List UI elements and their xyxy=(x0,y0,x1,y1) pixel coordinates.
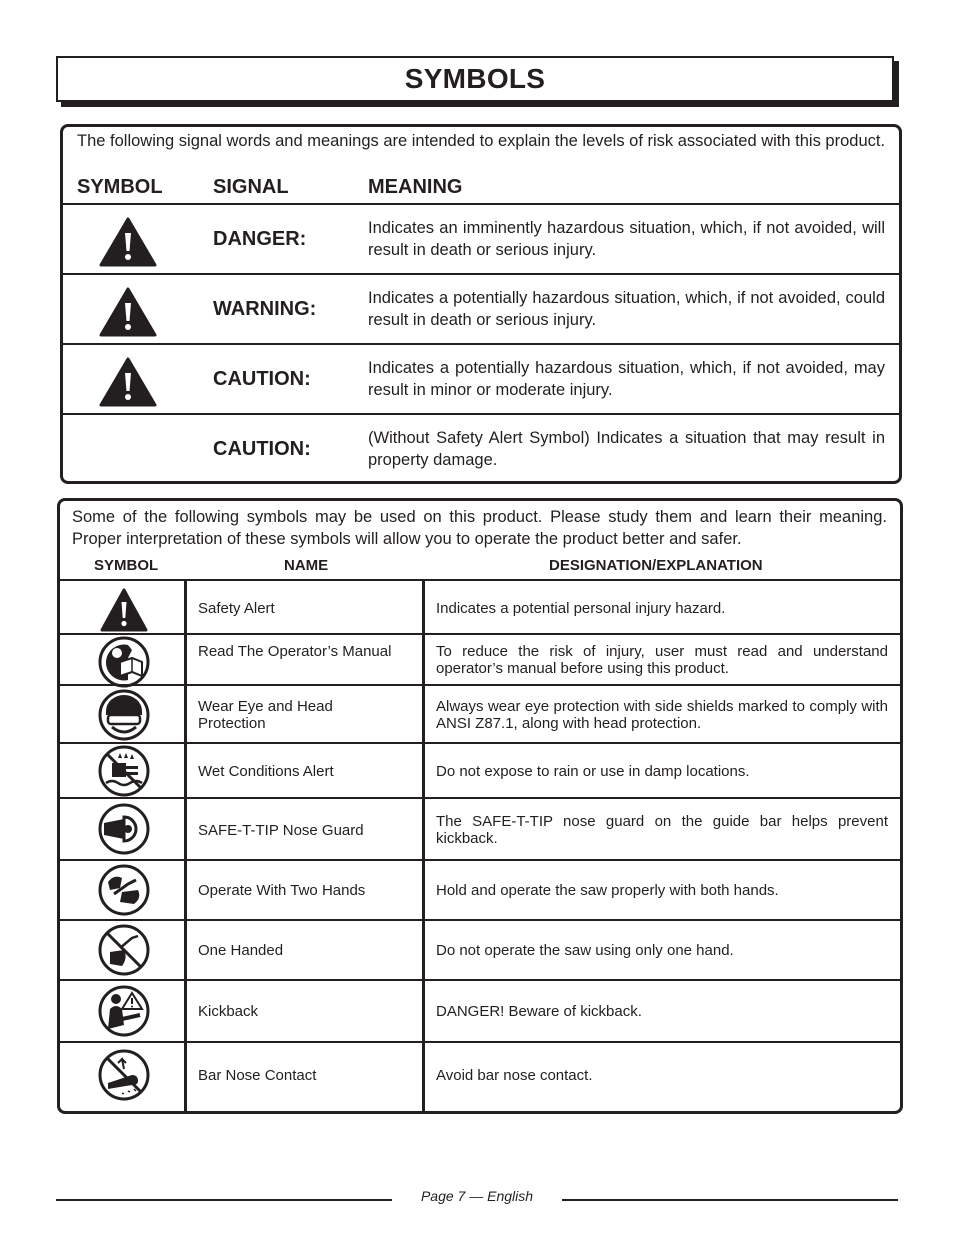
read-manual-icon xyxy=(98,636,150,688)
header-designation: DESIGNATION/EXPLANATION xyxy=(549,557,763,574)
signal-meaning: Indicates a potentially hazardous situation, which, if not avoided, may result in minor or moderate injury. xyxy=(368,359,885,399)
one-handed-icon xyxy=(98,924,150,976)
symbol-row xyxy=(60,579,900,635)
symbol-name: Operate With Two Hands xyxy=(198,882,366,899)
symbol-row xyxy=(60,797,900,861)
symbol-row xyxy=(60,684,900,744)
header-symbol: SYMBOL xyxy=(94,557,159,574)
header-name: NAME xyxy=(284,557,329,574)
symbol-name: Wear Eye and Head Protection xyxy=(198,698,333,732)
symbol-name: Wet Conditions Alert xyxy=(198,763,334,780)
signal-words-box xyxy=(60,124,902,484)
safety-alert-icon xyxy=(99,287,157,337)
header-symbol: SYMBOL xyxy=(77,176,163,198)
two-hands-icon xyxy=(98,864,150,916)
signal-word: DANGER: xyxy=(213,228,307,250)
symbol-designation: To reduce the risk of injury, user must read and understand operator’s manual before using this product. xyxy=(436,643,888,677)
symbols-intro: Some of the following symbols may be used on this product. Please study them and learn their meaning. Proper interpretation of these symbols will allow you to operate the product better and safer. xyxy=(72,508,887,548)
symbol-name: SAFE-T-TIP Nose Guard xyxy=(198,822,364,839)
signal-row-warning xyxy=(63,273,899,343)
signal-meaning: Indicates a potentially hazardous situation, which, if not avoided, could result in death or serious injury. xyxy=(368,289,885,329)
symbol-row xyxy=(60,742,900,799)
page-title: SYMBOLS xyxy=(404,63,546,94)
kickback-icon xyxy=(98,985,150,1037)
signal-meaning: Indicates an imminently hazardous situation, which, if not avoided, will result in death or serious injury. xyxy=(368,219,885,259)
symbol-designation: Avoid bar nose contact. xyxy=(436,1067,593,1084)
safety-alert-icon xyxy=(98,584,150,636)
symbol-name: Read The Operator’s Manual xyxy=(198,643,392,660)
symbol-designation: The SAFE-T-TIP nose guard on the guide bar helps prevent kickback. xyxy=(436,813,888,847)
symbol-name: Kickback xyxy=(198,1003,259,1020)
symbol-row xyxy=(60,859,900,921)
symbol-row xyxy=(60,979,900,1043)
signal-word: WARNING: xyxy=(213,298,317,320)
symbol-designation: DANGER! Beware of kickback. xyxy=(436,1003,642,1020)
symbol-name: Bar Nose Contact xyxy=(198,1067,317,1084)
eye-head-protection-icon xyxy=(98,689,150,741)
symbol-row xyxy=(60,633,900,686)
footer-rule-right xyxy=(562,1199,898,1201)
wet-conditions-icon xyxy=(98,745,150,797)
symbol-row xyxy=(60,1041,900,1113)
symbols-table-box xyxy=(57,498,903,1114)
header-meaning: MEANING xyxy=(368,176,463,198)
symbol-designation: Do not expose to rain or use in damp locations. xyxy=(436,763,750,780)
signal-word: CAUTION: xyxy=(213,438,311,460)
symbol-name: Safety Alert xyxy=(198,600,275,617)
nose-guard-icon xyxy=(98,803,150,855)
bar-nose-contact-icon xyxy=(98,1049,150,1101)
signal-meaning: (Without Safety Alert Symbol) Indicates a situation that may result in property damage. xyxy=(368,429,885,469)
signal-word: CAUTION: xyxy=(213,368,311,390)
page-footer: Page 7 — English xyxy=(420,1188,534,1204)
symbol-designation: Always wear eye protection with side shields marked to comply with ANSI Z87.1, along with head protection. xyxy=(436,698,888,732)
signal-intro: The following signal words and meanings are intended to explain the levels of risk associated with this product. xyxy=(77,132,886,150)
signal-row-caution-no-symbol xyxy=(63,413,899,483)
signal-row-danger xyxy=(63,203,899,273)
symbol-name: One Handed xyxy=(198,942,284,959)
signal-row-caution xyxy=(63,343,899,413)
safety-alert-icon xyxy=(99,357,157,407)
footer-rule-left xyxy=(56,1199,392,1201)
symbol-row xyxy=(60,919,900,981)
symbol-designation: Do not operate the saw using only one hand. xyxy=(436,942,734,959)
header-signal: SIGNAL xyxy=(213,176,289,198)
symbol-designation: Indicates a potential personal injury hazard. xyxy=(436,600,726,617)
safety-alert-icon xyxy=(99,217,157,267)
symbol-designation: Hold and operate the saw properly with both hands. xyxy=(436,882,779,899)
title-banner xyxy=(56,56,894,102)
